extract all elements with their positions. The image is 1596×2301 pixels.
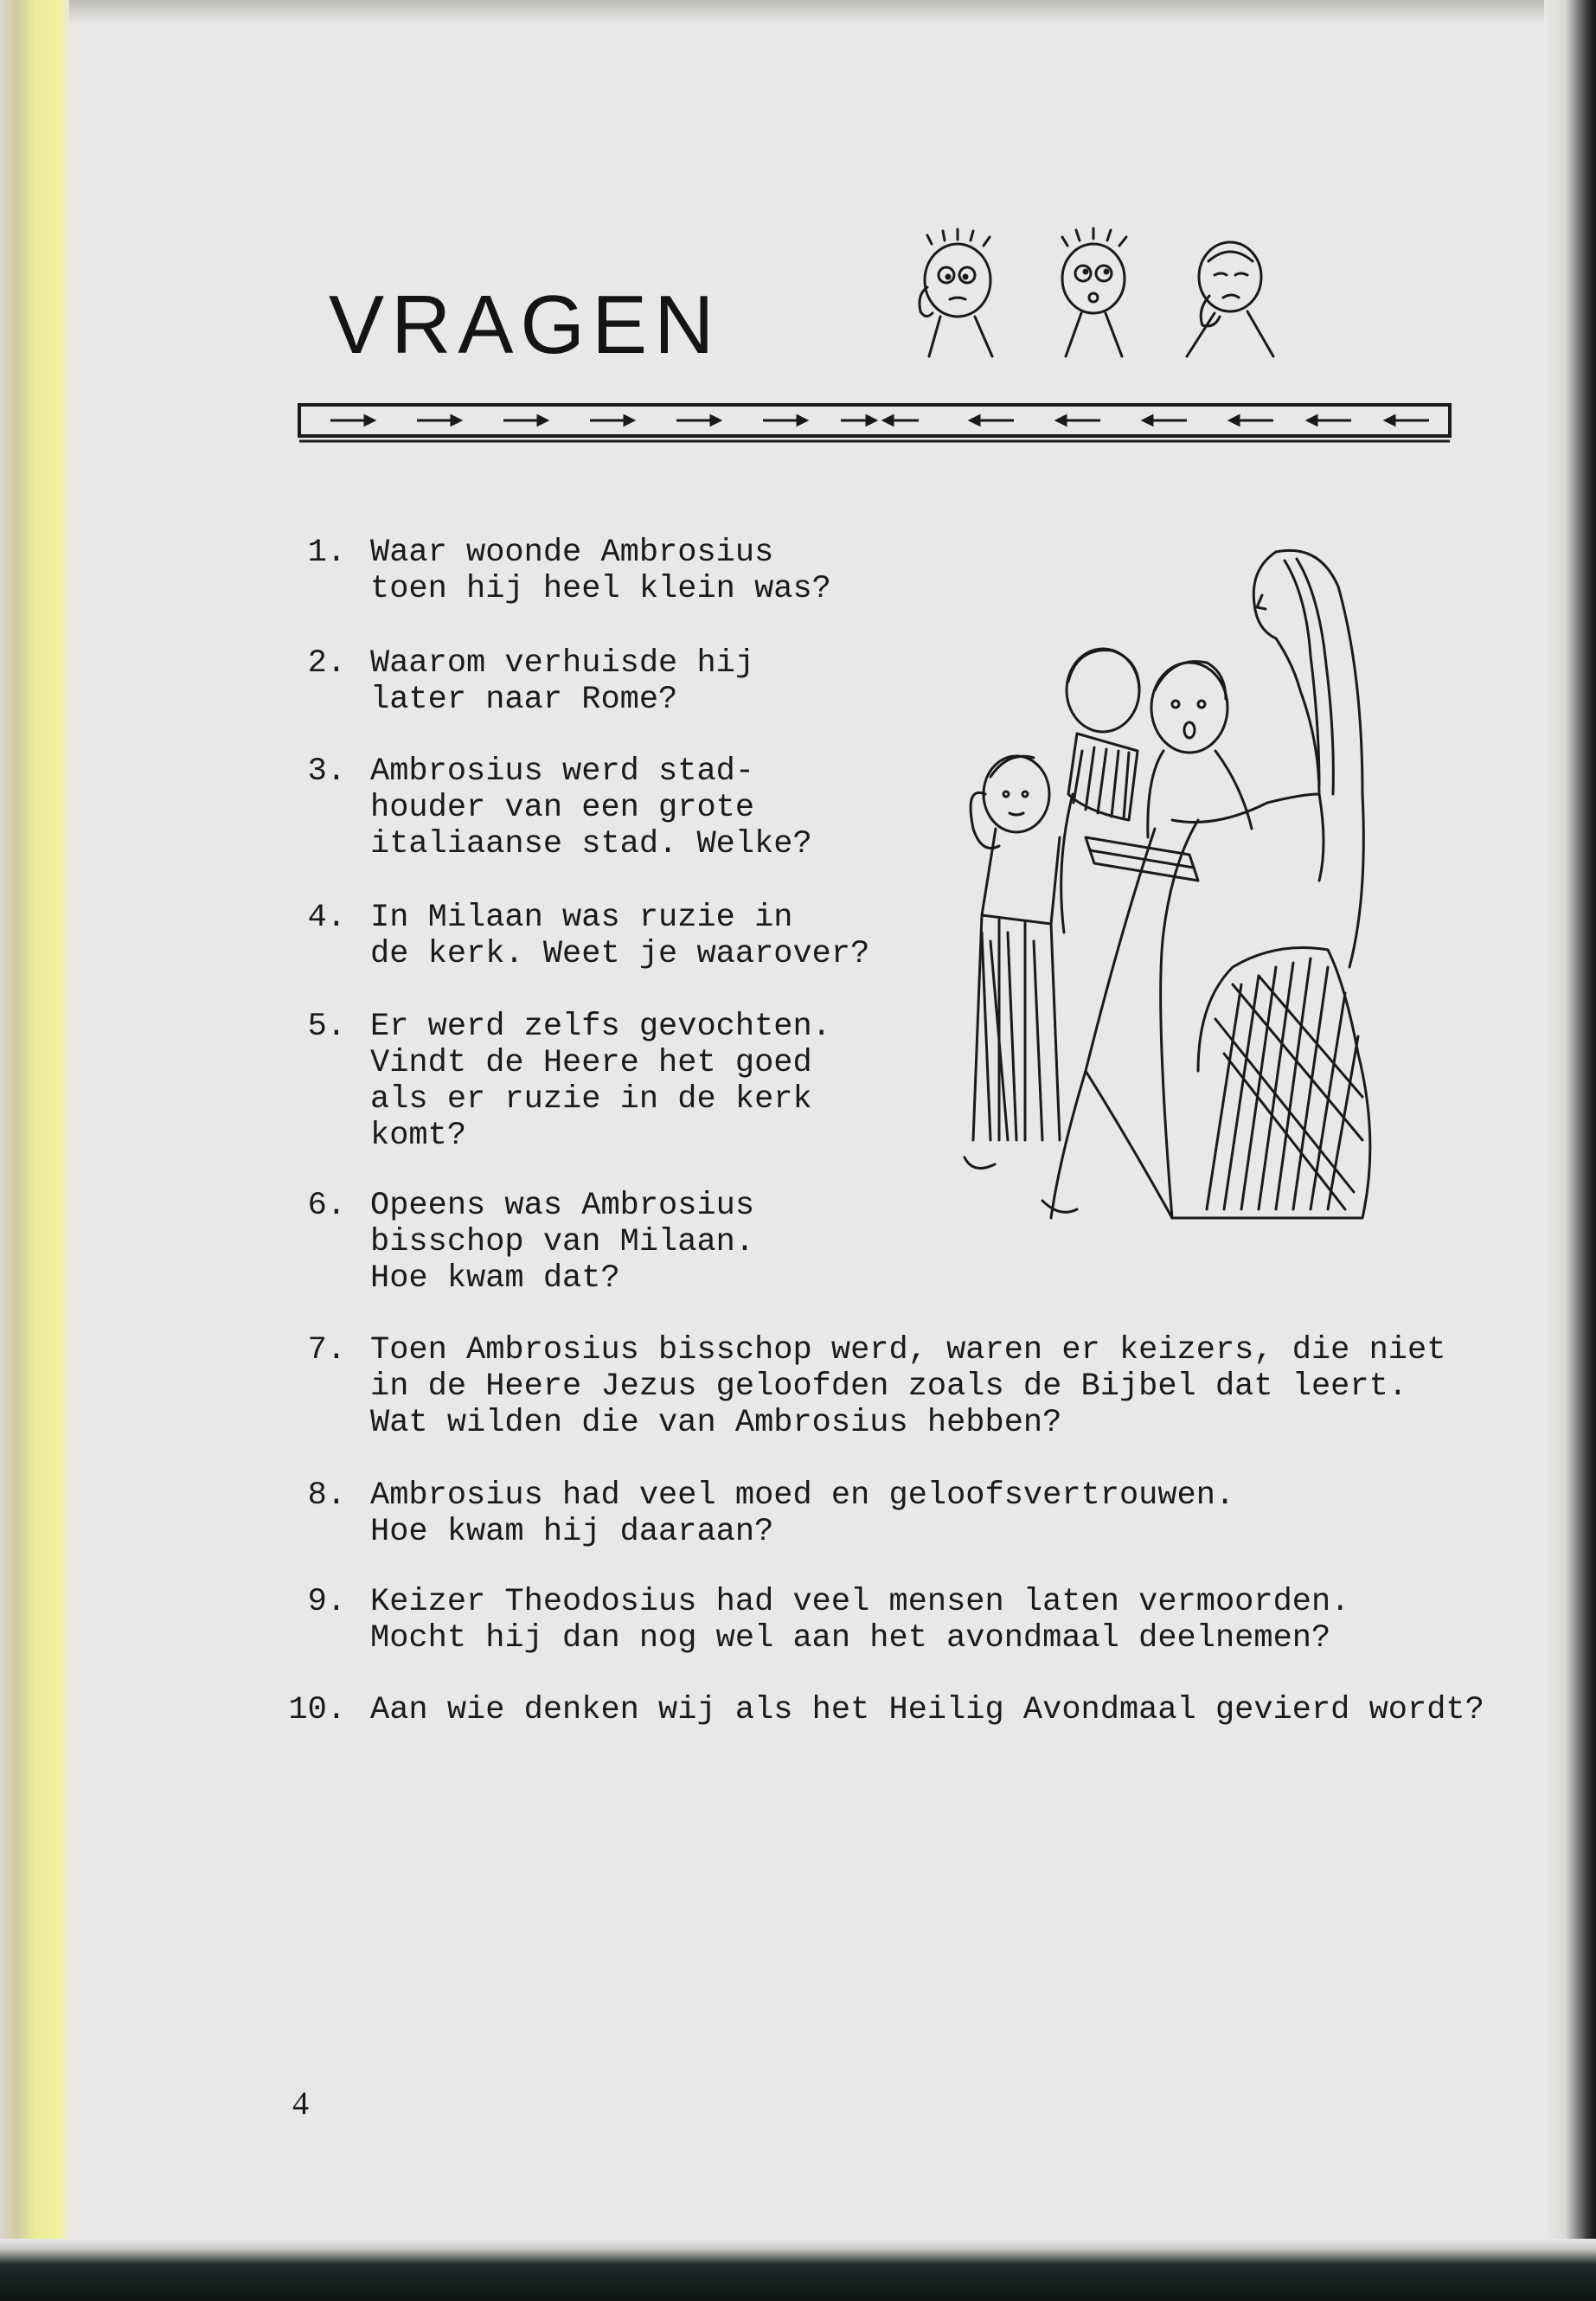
question-text: Opeens was Ambrosius bisschop van Milaan. Hoe kwam dat? (370, 1188, 755, 1297)
question-text: Waar woonde Ambrosius toen hij heel klein was? (370, 535, 831, 607)
page-top-shadow (0, 0, 1596, 24)
page-title: VRAGEN (329, 279, 721, 371)
mother-children-illustration (913, 535, 1414, 1235)
question-text: Er werd zelfs gevochten. Vindt de Heere het goed als er ruzie in de kerk komt? (370, 1009, 831, 1154)
question-item (285, 1009, 831, 1154)
page-number: 4 (292, 2086, 309, 2122)
question-number: 2. (307, 645, 346, 682)
question-number: 6. (307, 1188, 346, 1224)
arrow-bar-icon (296, 398, 1455, 450)
question-text: Ambrosius werd stad- houder van een grote italiaanse stad. Welke? (370, 753, 812, 862)
question-item (285, 753, 812, 862)
question-item (285, 1692, 1484, 1728)
question-number: 3. (307, 753, 346, 790)
book-edge-bottom (0, 2239, 1596, 2301)
book-spine-right (1544, 0, 1596, 2301)
question-text: Toen Ambrosius bisschop werd, waren er keizers, die niet in de Heere Jezus geloofden zoals de Bijbel dat leert. Wat wilden die van Ambrosius hebben? (370, 1332, 1446, 1441)
question-text: Keizer Theodosius had veel mensen laten vermoorden. Mocht hij dan nog wel aan het avondmaal deelnemen? (370, 1584, 1350, 1657)
question-number: 8. (307, 1477, 346, 1514)
question-item (285, 900, 869, 972)
book-edge-left (0, 0, 69, 2301)
question-item (285, 535, 831, 607)
question-item (285, 645, 754, 718)
question-item (285, 1332, 1445, 1441)
question-number: 9. (307, 1584, 346, 1620)
question-number: 7. (307, 1332, 346, 1368)
question-number: 5. (307, 1009, 346, 1045)
question-number: 1. (307, 535, 346, 571)
question-number: 4. (307, 900, 346, 936)
document-page (69, 24, 1544, 2239)
question-number: 10. (288, 1692, 346, 1728)
question-item (285, 1477, 1234, 1550)
question-text: Aan wie denken wij als het Heilig Avondmaal gevierd wordt? (370, 1692, 1484, 1728)
question-text: Ambrosius had veel moed en geloofsvertrouwen. Hoe kwam hij daaraan? (370, 1477, 1235, 1550)
question-item (285, 1584, 1349, 1657)
question-text: In Milaan was ruzie in de kerk. Weet je waarover? (370, 900, 870, 972)
thinking-faces-icon (875, 227, 1308, 374)
question-item (285, 1188, 754, 1297)
question-text: Waarom verhuisde hij later naar Rome? (370, 645, 755, 718)
